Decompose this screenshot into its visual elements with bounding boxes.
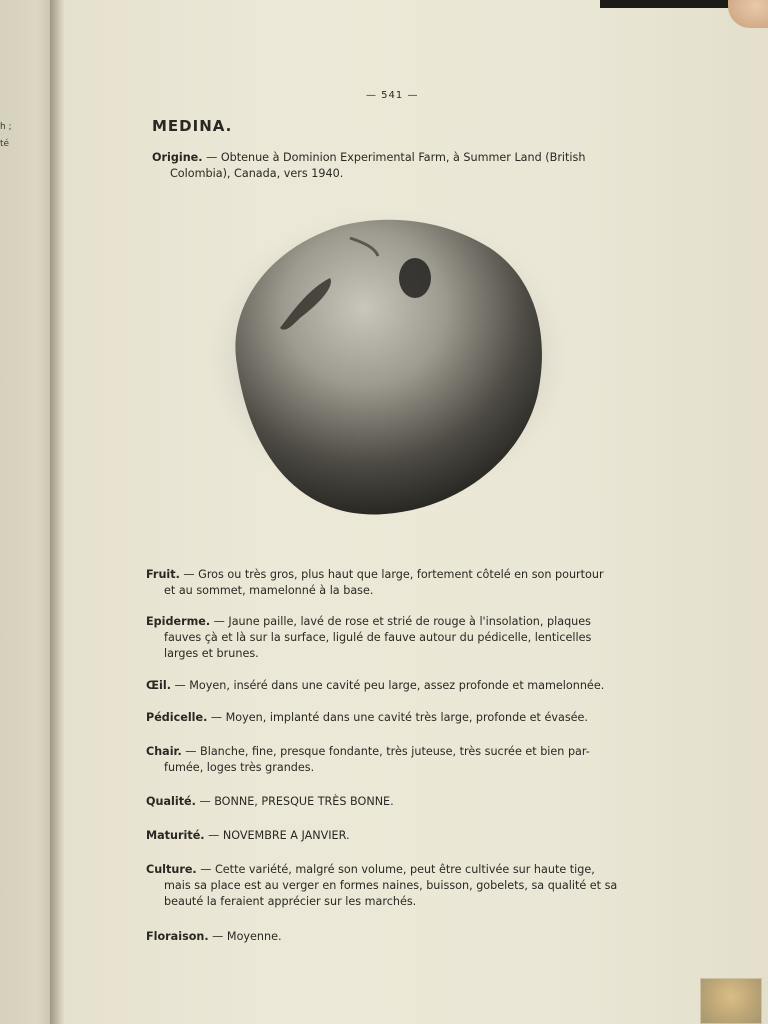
section-text: — Jaune paille, lavé de rose et strié de rouge à l'insolation, plaques	[210, 615, 591, 628]
section-text: beauté la feraient apprécier sur les marchés.	[164, 895, 417, 908]
section-paragraph	[146, 828, 626, 844]
section-label: Chair.	[146, 745, 182, 758]
left-page-fragment: té	[0, 139, 10, 149]
section-paragraph	[146, 567, 626, 599]
book-gutter	[50, 0, 64, 1024]
origine-paragraph	[152, 150, 632, 182]
section-text: — Moyen, inséré dans une cavité peu large, assez profonde et mamelonnée.	[170, 679, 605, 692]
page-number: — 541 —	[366, 90, 419, 101]
section-text: larges et brunes.	[164, 647, 259, 660]
section-text: — Moyen, implanté dans une cavité très large, profonde et évasée.	[207, 711, 588, 724]
origine-label: Origine.	[152, 151, 203, 164]
section-paragraph	[146, 794, 626, 810]
page-title: MEDINA.	[152, 117, 233, 135]
section-label: Pédicelle.	[146, 711, 208, 724]
section-label: Epiderme.	[146, 615, 211, 628]
origine-text: — Obtenue à Dominion Experimental Farm, à Summer Land (British	[202, 151, 586, 164]
section-label: Fruit.	[146, 568, 180, 581]
origine-text-cont: Colombia), Canada, vers 1940.	[170, 167, 344, 180]
apple-photograph	[200, 208, 580, 528]
section-text: fauves çà et là sur la surface, ligulé de fauve autour du pédicelle, lenticelles	[164, 631, 592, 644]
section-text: — Cette variété, malgré son volume, peut être cultivée sur haute tige,	[196, 863, 595, 876]
section-text: — Gros ou très gros, plus haut que large, fortement côtelé en son pourtour	[179, 568, 604, 581]
section-text: et au sommet, mamelonné à la base.	[164, 584, 374, 597]
section-paragraph	[146, 614, 626, 662]
section-text: — NOVEMBRE A JANVIER.	[204, 829, 350, 842]
section-text: — BONNE, PRESQUE TRÈS BONNE.	[195, 795, 394, 808]
section-label: Culture.	[146, 863, 197, 876]
section-paragraph	[146, 929, 626, 945]
section-text: — Blanche, fine, presque fondante, très juteuse, très sucrée et bien par-	[181, 745, 590, 758]
section-label: Floraison.	[146, 930, 209, 943]
section-text: — Moyenne.	[208, 930, 282, 943]
section-label: Maturité.	[146, 829, 205, 842]
section-text: fumée, loges très grandes.	[164, 761, 315, 774]
section-paragraph	[146, 862, 626, 910]
section-label: Qualité.	[146, 795, 196, 808]
section-paragraph	[146, 710, 626, 726]
section-text: mais sa place est au verger en formes naines, buisson, gobelets, sa qualité et sa	[164, 879, 618, 892]
section-paragraph	[146, 678, 626, 694]
section-paragraph	[146, 744, 626, 776]
corner-stamp-image	[700, 978, 762, 1024]
section-label: Œil.	[146, 679, 171, 692]
left-page-fragment: h ;	[0, 122, 12, 132]
